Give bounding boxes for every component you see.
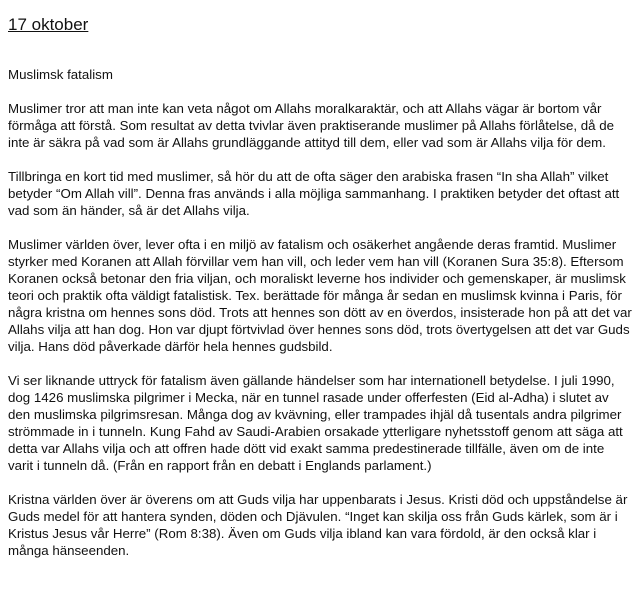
- section-title: Muslimsk fatalism: [8, 67, 113, 82]
- paragraph-2: Tillbringa en kort tid med muslimer, så hör du att de ofta säger den arabiska frasen “In sha Allah” vilket betyder “Om Allah vill”. Denna fras används i alla möjliga sammanhang. I praktiken betyder det oftast att vad som än händer, så är det Allahs vilja.: [8, 169, 620, 218]
- paragraph-5: Kristna världen över är överens om att Guds vilja har uppenbarats i Jesus. Kristi död och uppståndelse är Guds medel för att hantera synden, döden och Djävulen. “Inget kan skilja oss från Guds kärlek, som är i Kristus Jesus vår Herre” (Rom 8:38). Även om Guds vilja ibland kan vara fördold, är den också klar i många hänseenden.: [8, 492, 628, 558]
- paragraph-3: Muslimer världen över, lever ofta i en miljö av fatalism och osäkerhet angående deras framtid. Muslimer styrker med Koranen att Allah förvillar vem han vill, och leder vem han vill (Koranen Sura 35:8). Eftersom Koranen också betonar den fria viljan, och moraliskt leverne hos individer och gemenskaper, är muslimsk teori och praktik ofta väldigt fatalistisk. Tex. berättade för många år sedan en muslimsk kvinna i Paris, för några kristna om hennes sons död. Trots att hennes son dött av en överdos, insisterade hon på att det var Allahs vilja att han dog. Hon var djupt förtvivlad över hennes sons död, trots övertygelsen att det var Guds vilja. Hans död påverkade därför hela hennes gudsbild.: [8, 237, 632, 354]
- date-heading: 17 oktober: [8, 15, 89, 34]
- document-page: [8, 14, 632, 576]
- paragraph-1: Muslimer tror att man inte kan veta något om Allahs moralkaraktär, och att Allahs vägar är bortom vår förmåga att förstå. Som resultat av detta tvivlar även praktiserande muslimer på Allahs förlåtelse, då de inte är säkra på vad som är Allahs grundläggande attityd till dem, eller vad som är Allahs vilja för dem.: [8, 101, 615, 150]
- paragraph-4: Vi ser liknande uttryck för fatalism även gällande händelser som har internationell betydelse. I juli 1990, dog 1426 muslimska pilgrimer i Mecka, när en tunnel rasade under offerfesten (Eid al-Adha) i slutet av den muslimska pilgrimsresan. Många dog av kvävning, eller trampades ihjäl då tusentals andra pilgrimer strömmade in i tunneln. Kung Fahd av Saudi-Arabien orsakade ytterligare nyhetsstoff genom att säga att detta var Allahs vilja och att offren hade dött vid exakt samma predestinerade tillfälle, även om de inte varit i tunneln då. (Från en rapport från en debatt i Englands parlament.): [8, 373, 623, 473]
